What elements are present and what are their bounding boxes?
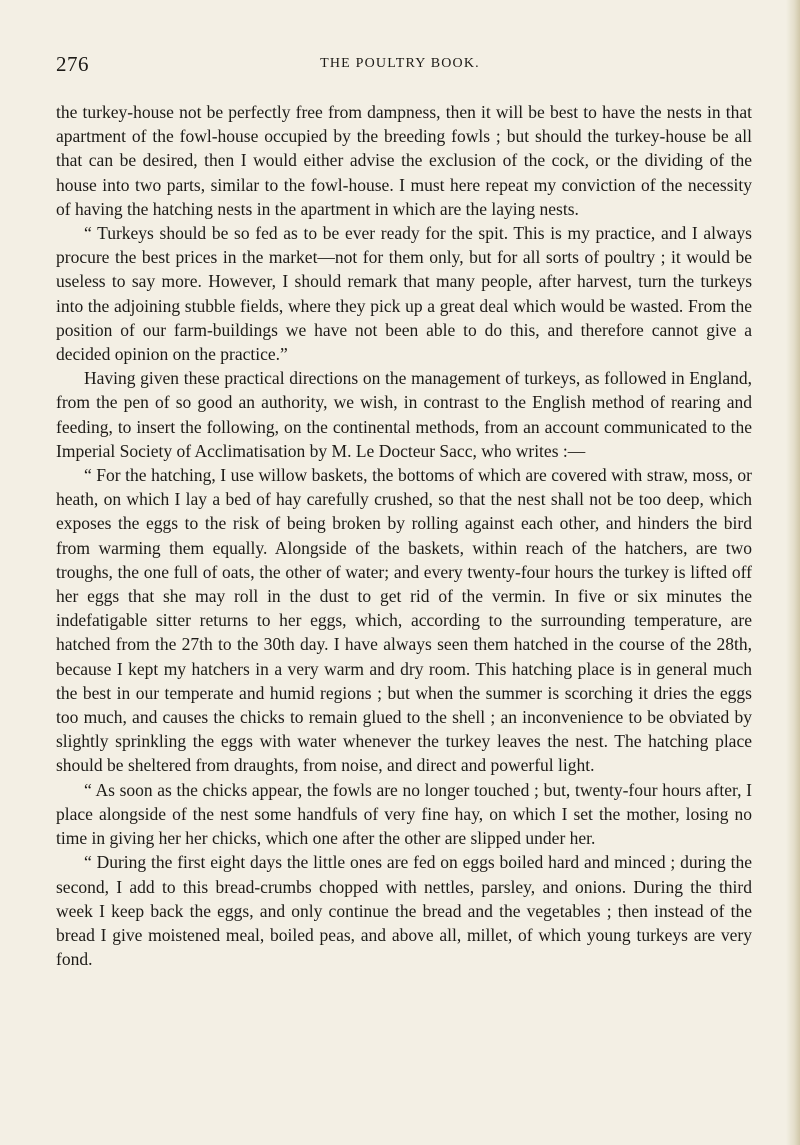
page-header [56, 52, 744, 80]
page-edge-shadow [786, 0, 800, 1145]
page-number: 276 [56, 52, 89, 76]
running-title: THE POULTRY BOOK. [320, 56, 480, 71]
paragraph: “ Turkeys should be so fed as to be ever ready for the spit. This is my practice, and I always procure the best prices in the market—not for them only, but for all sorts of poultry ; it would be useless to say more. However, I should remark that many people, after harvest, turn the turkeys into the adjoining stubble fields, where they pick up a great deal which would be wasted. From the position of our farm-buildings we have not been able to do this, and therefore cannot give a decided opinion on the practice.” [56, 223, 752, 365]
paragraph: “ For the hatching, I use willow baskets, the bottoms of which are covered with straw, moss, or heath, on which I lay a bed of hay carefully crushed, so that the nest shall not be too deep, which exposes the eggs to the risk of being broken by rolling against each other, and hinders the bird from warming them equally. Alongside of the baskets, within reach of the hatchers, are two troughs, the one full of oats, the other of water; and every twenty-four hours the turkey is lifted off her eggs that she may roll in the dust to get rid of the vermin. In five or six minutes the indefatigable sitter returns to her eggs, which, according to the surrounding temperature, are hatched from the 27th to the 30th day. I have always seen them hatched in the course of the 28th, because I kept my hatchers in a very warm and dry room. This hatching place is in general much the best in our temperate and humid regions ; but when the summer is scorching it dries the eggs too much, and causes the chicks to remain glued to the shell ; an inconvenience to be obviated by slightly sprinkling the eggs with water whenever the turkey leaves the nest. The hatching place should be sheltered from draughts, from noise, and direct and powerful light. [56, 465, 752, 776]
paragraph: “ During the first eight days the little ones are fed on eggs boiled hard and minced ; during the second, I add to this bread-crumbs chopped with nettles, parsley, and onions. During the third week I keep back the eggs, and only continue the bread and the vegetables ; then instead of the bread I give moistened meal, boiled peas, and above all, millet, of which young turkeys are very fond. [56, 852, 752, 970]
paragraph: “ As soon as the chicks appear, the fowls are no longer touched ; but, twenty-four hours after, I place alongside of the nest some handfuls of very fine hay, on which I set the mother, losing no time in giving her her chicks, which one after the other are slipped under her. [56, 779, 752, 849]
paragraph: the turkey-house not be perfectly free from dampness, then it will be best to have the nests in that apartment of the fowl-house occupied by the breeding fowls ; but should the turkey-house be all that can be desired, then I would either advise the exclusion of the cock, or the dividing of the house into two parts, similar to the fowl-house. I must here repeat my conviction of the necessity of having the hatching nests in the apartment in which are the laying nests. [56, 102, 752, 219]
paragraph: Having given these practical directions on the management of turkeys, as followed in England, from the pen of so good an authority, we wish, in contrast to the English method of rearing and feeding, to insert the following, on the continental methods, from an account communicated to the Imperial Society of Acclimatisation by M. Le Docteur Sacc, who writes :— [56, 368, 752, 461]
body-text [56, 100, 752, 971]
